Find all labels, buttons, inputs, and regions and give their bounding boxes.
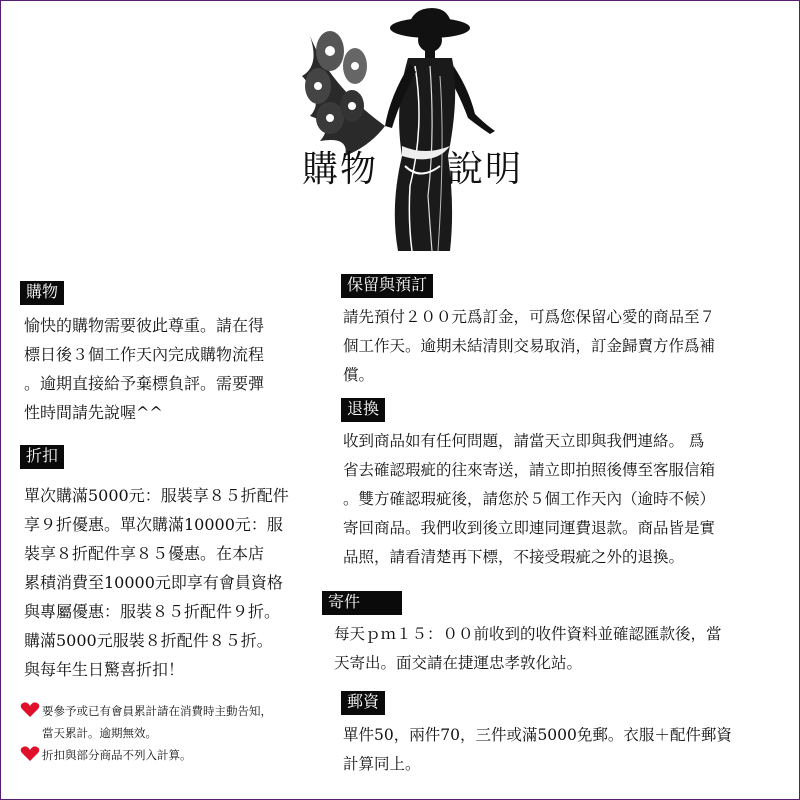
page-title-right: 說明 (447, 149, 524, 190)
section-header-returns: 退換 (341, 398, 385, 422)
returns-text (343, 427, 715, 572)
text-line: 購滿5000元服裝８折配件８５折。 (24, 631, 273, 650)
text-line: 個工作天。逾期未結清則交易取消，訂金歸賣方作爲補 (343, 337, 716, 355)
section-header-discount: 折扣 (20, 445, 64, 469)
reserve-text (343, 303, 715, 390)
section-header-reserve: 保留與預訂 (341, 274, 433, 298)
page-title-left: 購物 (302, 149, 379, 190)
text-line: 寄回商品。我們收到後立即連同運費退款。商品皆是實 (343, 519, 716, 537)
text-line: 裝享８折配件享８５優惠。在本店 (24, 544, 265, 563)
note-text: 要參予或已有會員累計請在消費時主動告知， (42, 704, 272, 718)
text-line: 。雙方確認瑕疵後，請您於５個工作天內（逾時不候） (343, 490, 716, 508)
text-line: 償。 (343, 366, 375, 384)
text-line: 品照，請看清楚再下標，不接受瑕疵之外的退換。 (343, 548, 685, 566)
text-line: 每天ｐｍ１５：００前收到的收件資料並確認匯款後，當 (334, 625, 722, 643)
text-line: 計算同上。 (343, 755, 421, 773)
note-text: 當天累計。逾期無效。 (42, 726, 157, 740)
heart-icon (20, 746, 40, 762)
note-item (20, 700, 272, 722)
section-header-shopping: 購物 (20, 281, 64, 305)
section-header-shipping: 寄件 (322, 591, 402, 615)
shipping-text (334, 620, 722, 678)
text-line: 。逾期直接給予棄標負評。需要彈 (24, 374, 265, 393)
text-line: 標日後３個工作天內完成購物流程 (24, 345, 265, 364)
discount-text (24, 481, 289, 684)
text-line: 請先預付２００元爲訂金，可爲您保留心愛的商品至７ (343, 308, 716, 326)
text-line: 收到商品如有任何問題，請當天立即與我們連絡。 爲 (343, 432, 705, 450)
text-line: 愉快的購物需要彼此尊重。請在得 (24, 316, 265, 335)
text-line: 單次購滿5000元：服裝享８５折配件 (24, 486, 289, 505)
text-line: 與每年生日驚喜折扣！ (24, 660, 185, 679)
note-item (20, 744, 272, 766)
note-text: 折扣與部分商品不列入計算。 (42, 748, 192, 762)
text-line: 省去確認瑕疵的往來寄送，請立即拍照後傳至客服信箱 (343, 461, 716, 479)
shopping-text (24, 311, 264, 427)
text-line: 累積消費至10000元即享有會員資格 (24, 573, 283, 592)
postage-text (343, 721, 732, 779)
section-header-postage: 郵資 (341, 691, 385, 715)
text-line: 與專屬優惠：服裝８５折配件９折。 (24, 602, 281, 621)
discount-notes (20, 700, 272, 766)
heart-icon (20, 702, 40, 718)
text-line: 享９折優惠。單次購滿10000元：服 (24, 515, 283, 534)
text-line: 性時間請先說喔^^ (24, 403, 163, 422)
lady-with-feather-fan-illustration (290, 6, 505, 256)
text-line: 單件50，兩件70，三件或滿5000免郵。衣服＋配件郵資 (343, 726, 732, 744)
text-line: 天寄出。面交請在捷運忠孝敦化站。 (334, 654, 583, 672)
